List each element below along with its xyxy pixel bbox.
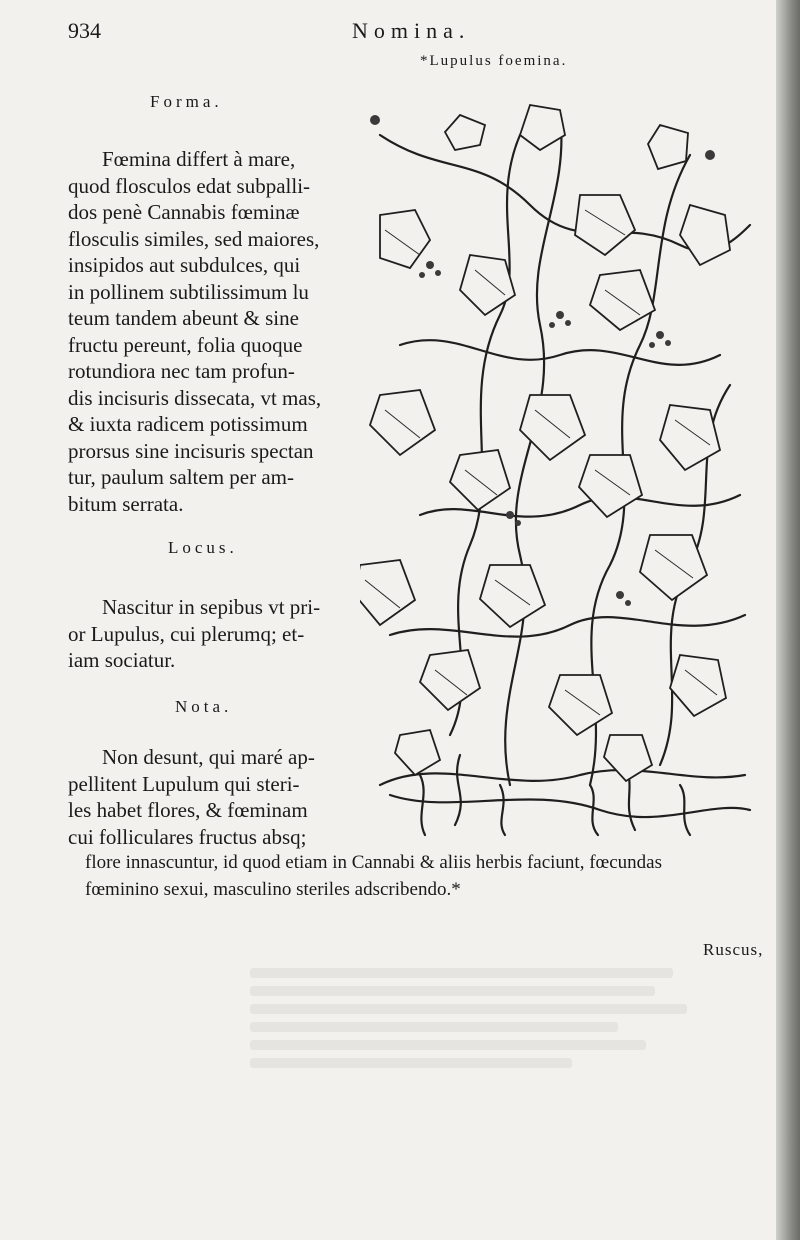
text-line: prorsus sine incisuris spectan xyxy=(68,438,314,463)
text-line: & iuxta radicem potissimum xyxy=(68,412,308,436)
text-line: insipidos aut subdulces, qui xyxy=(68,253,301,277)
running-head: Nomina. xyxy=(352,18,471,43)
text-line: bitum serrata. xyxy=(68,491,184,516)
text-line: fructu pereunt, folia quoque xyxy=(68,332,303,357)
forma-paragraph xyxy=(68,146,354,517)
nota-heading: Nota. xyxy=(175,697,233,716)
text-line: quod flosculos edat subpalli- xyxy=(68,173,311,198)
text-line: dis incisuris dissecata, vt mas, xyxy=(68,385,322,410)
text-line: cui folliculares fructus absq; xyxy=(68,824,307,849)
nota-continuation xyxy=(85,850,775,903)
text-line: fœminino sexui, masculino steriles adscribendo.* xyxy=(85,878,461,900)
nota-paragraph xyxy=(68,744,354,850)
hop-plant-woodcut-icon xyxy=(360,95,760,840)
locus-heading: Locus. xyxy=(168,538,238,557)
page-number: 934 xyxy=(68,18,101,43)
text-line: teum tandem abeunt & sine xyxy=(68,306,299,330)
text-line: iam sociatur. xyxy=(68,648,176,672)
text-line: tur, paulum saltem per am- xyxy=(68,465,295,489)
text-line: les habet flores, & fœminam xyxy=(68,798,308,822)
text-line: flore innascuntur, id quod etiam in Cannabi & aliis herbis faciunt, fœcundas xyxy=(85,852,663,873)
text-line: flosculis similes, sed maiores, xyxy=(68,226,320,251)
locus-paragraph xyxy=(68,594,354,674)
forma-heading: Forma. xyxy=(150,92,223,111)
catchword: Ruscus, xyxy=(703,940,764,959)
text-line: dos penè Cannabis fœminæ xyxy=(68,200,300,224)
text-line: or Lupulus, cui plerumq; et- xyxy=(68,621,305,646)
text-line: rotundiora nec tam profun- xyxy=(68,359,295,383)
show-through-text xyxy=(250,960,710,1110)
text-line: Nascitur in sepibus vt pri- xyxy=(102,595,321,619)
plant-caption: *Lupulus foemina. xyxy=(420,53,568,69)
text-line: pellitent Lupulum qui steri- xyxy=(68,771,300,796)
text-line: Non desunt, qui maré ap- xyxy=(102,745,315,769)
page-gutter-shadow xyxy=(776,0,800,1240)
text-line: in pollinem subtilissimum lu xyxy=(68,279,309,304)
text-line: Fœmina differt à mare, xyxy=(102,147,296,171)
